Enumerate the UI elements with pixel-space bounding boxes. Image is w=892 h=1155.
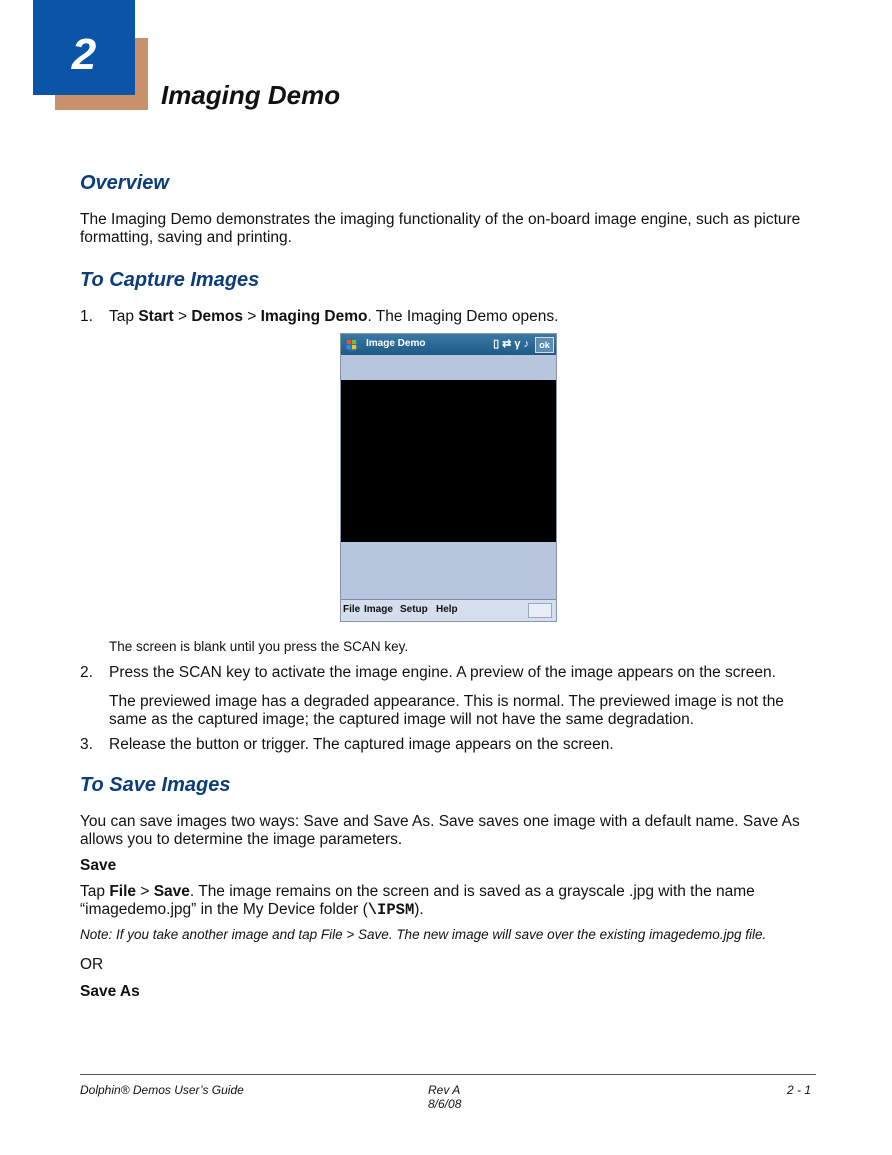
- save-label: Save: [80, 857, 117, 874]
- device-ok-button[interactable]: ok: [535, 337, 554, 353]
- step-number: 3.: [80, 736, 93, 753]
- footer-revision: Rev A 8/6/08: [428, 1083, 462, 1111]
- device-menu-image[interactable]: Image: [364, 604, 393, 615]
- chapter-tab: [33, 0, 135, 95]
- chapter-number: 2: [71, 29, 97, 79]
- keyboard-icon[interactable]: [528, 603, 552, 618]
- device-lower-area: [341, 542, 556, 600]
- step-text: Press the SCAN key to activate the image engine. A preview of the image appears on the screen.: [109, 664, 776, 681]
- save-text: Tap File > Save. The image remains on the screen and is saved as a grayscale .jpg with the name “imagedemo.jpg” in the My Device folder (\IPSM).: [80, 883, 755, 919]
- overview-text: The Imaging Demo demonstrates the imaging functionality of the on-board image engine, such as picture formatting, saving and printing.: [80, 211, 801, 246]
- device-menu-setup[interactable]: Setup: [400, 604, 428, 615]
- capture-heading: To Capture Images: [80, 269, 260, 291]
- or-text: OR: [80, 956, 104, 973]
- device-top-band: [341, 355, 556, 380]
- step-number: 1.: [80, 308, 93, 325]
- connectivity-icon: ⇄: [502, 338, 515, 350]
- footer-page-number: 2 - 1: [787, 1083, 812, 1097]
- footer-title: Dolphin® Demos User’s Guide: [80, 1083, 244, 1097]
- signal-icon: γ: [514, 338, 524, 350]
- device-screenshot: [340, 333, 557, 622]
- chapter-title: Imaging Demo: [161, 80, 341, 110]
- save-intro: You can save images two ways: Save and Save As. Save saves one image with a default name. Save As allows you to determine the image parameters.: [80, 813, 800, 848]
- save-as-label: Save As: [80, 983, 140, 1000]
- device-image-preview: [341, 380, 556, 542]
- device-window-title: Image Demo: [366, 338, 426, 349]
- footer-rule: [80, 1074, 816, 1075]
- step-text: Tap Start > Demos > Imaging Demo. The Imaging Demo opens.: [109, 308, 559, 325]
- capture-step-2-note: The previewed image has a degraded appearance. This is normal. The previewed image is not the same as the captured image; the captured image will not have the same degradation.: [109, 693, 784, 728]
- windows-start-icon: [344, 337, 359, 352]
- step-number: 2.: [80, 664, 93, 681]
- device-status-icons: [493, 337, 532, 350]
- save-heading: To Save Images: [80, 774, 231, 796]
- step-text: Release the button or trigger. The captured image appears on the screen.: [109, 736, 614, 753]
- battery-icon: ▯: [493, 338, 503, 350]
- volume-icon: ♪: [523, 338, 532, 350]
- device-title-bar: [341, 334, 556, 355]
- device-menu-file[interactable]: File: [343, 604, 361, 615]
- save-note: Note: If you take another image and tap File > Save. The new image will save over the existing imagedemo.jpg file.: [80, 927, 767, 942]
- device-menu-help[interactable]: Help: [436, 604, 458, 615]
- screen-caption: The screen is blank until you press the SCAN key.: [109, 639, 409, 654]
- device-menu-bar: [341, 599, 556, 621]
- overview-heading: Overview: [80, 172, 169, 194]
